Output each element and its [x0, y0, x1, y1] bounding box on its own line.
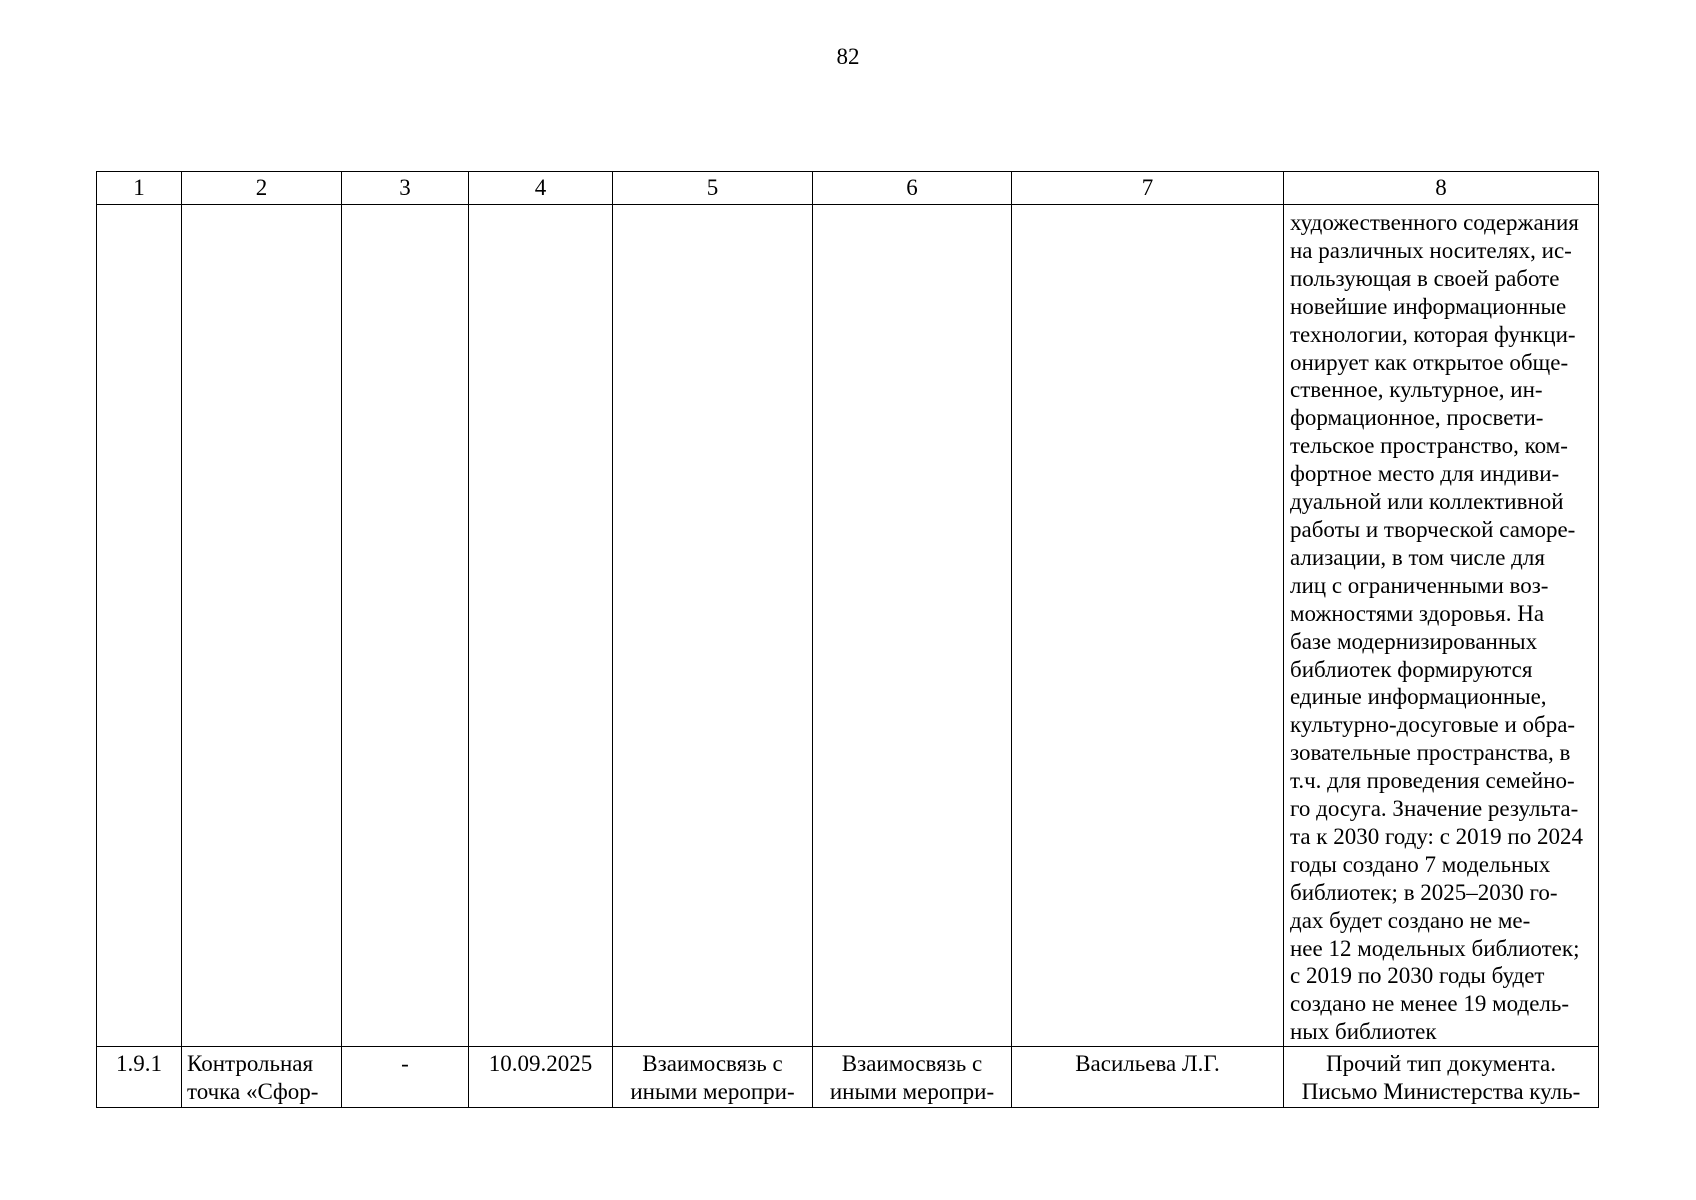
- empty-cell: [182, 205, 342, 1047]
- continuation-row: [97, 205, 1599, 1047]
- document-type-cell: [1284, 1047, 1599, 1108]
- header-cell: 8: [1284, 172, 1599, 205]
- empty-cell: [1012, 205, 1284, 1047]
- header-cell: 4: [469, 172, 613, 205]
- empty-cell: [813, 205, 1012, 1047]
- header-cell: 3: [342, 172, 469, 205]
- row-number: 1.9.1: [116, 1051, 162, 1077]
- col3-value: -: [401, 1051, 409, 1077]
- col5-cell: [613, 1047, 813, 1108]
- responsible-value: Васильева Л.Г.: [1075, 1051, 1220, 1077]
- empty-cell: [97, 205, 182, 1047]
- col6-cell: [813, 1047, 1012, 1108]
- header-cell: 7: [1012, 172, 1284, 205]
- row-name: Контрольная точка «Сфор-: [187, 1051, 319, 1105]
- page-number: 82: [836, 44, 860, 69]
- empty-cell: [613, 205, 813, 1047]
- col3-cell: [342, 1047, 469, 1108]
- table-row: [97, 1047, 1599, 1108]
- empty-cell: [469, 205, 613, 1047]
- document-table: [96, 171, 1599, 1108]
- header-cell: 6: [813, 172, 1012, 205]
- document-type-value: Прочий тип документа. Письмо Министерства куль-: [1301, 1051, 1581, 1105]
- row-number-cell: [97, 1047, 182, 1108]
- date-cell: [469, 1047, 613, 1108]
- empty-cell: [342, 205, 469, 1047]
- col5-value: Взаимосвязь с иными меропри-: [630, 1051, 795, 1105]
- responsible-cell: [1012, 1047, 1284, 1108]
- header-cell: 5: [613, 172, 813, 205]
- header-cell: 2: [182, 172, 342, 205]
- col6-value: Взаимосвязь с иными меропри-: [829, 1051, 995, 1105]
- header-row: [97, 172, 1599, 205]
- description-cell: художественного содержания на различных носителях, ис- пользующая в своей работе новейшие информационные технологии, которая функци- онирует как открытое обще- ственное, культурное, ин- формационное, просвети- тельское пространство, ком- фортное место для индиви- дуальной или коллективной работы и творческой саморе- ализации, в том числе для лиц с ограниченными воз- можностями здоровья. На базе модернизированных библиотек формируются единые информационные, культурно-досуговые и обра- зовательные пространства, в т.ч. для проведения семейно- го досуга. Значение результа- та к 2030 году: с 2019 по 2024 годы создано 7 модельных библиотек; в 2025–2030 го- дах будет создано не ме- нее 12 модельных библиотек; с 2019 по 2030 годы будет создано не менее 19 модель- ных библиотек: [1284, 205, 1599, 1047]
- date-value: 10.09.2025: [488, 1051, 593, 1077]
- header-cell: 1: [97, 172, 182, 205]
- row-name-cell: [182, 1047, 342, 1108]
